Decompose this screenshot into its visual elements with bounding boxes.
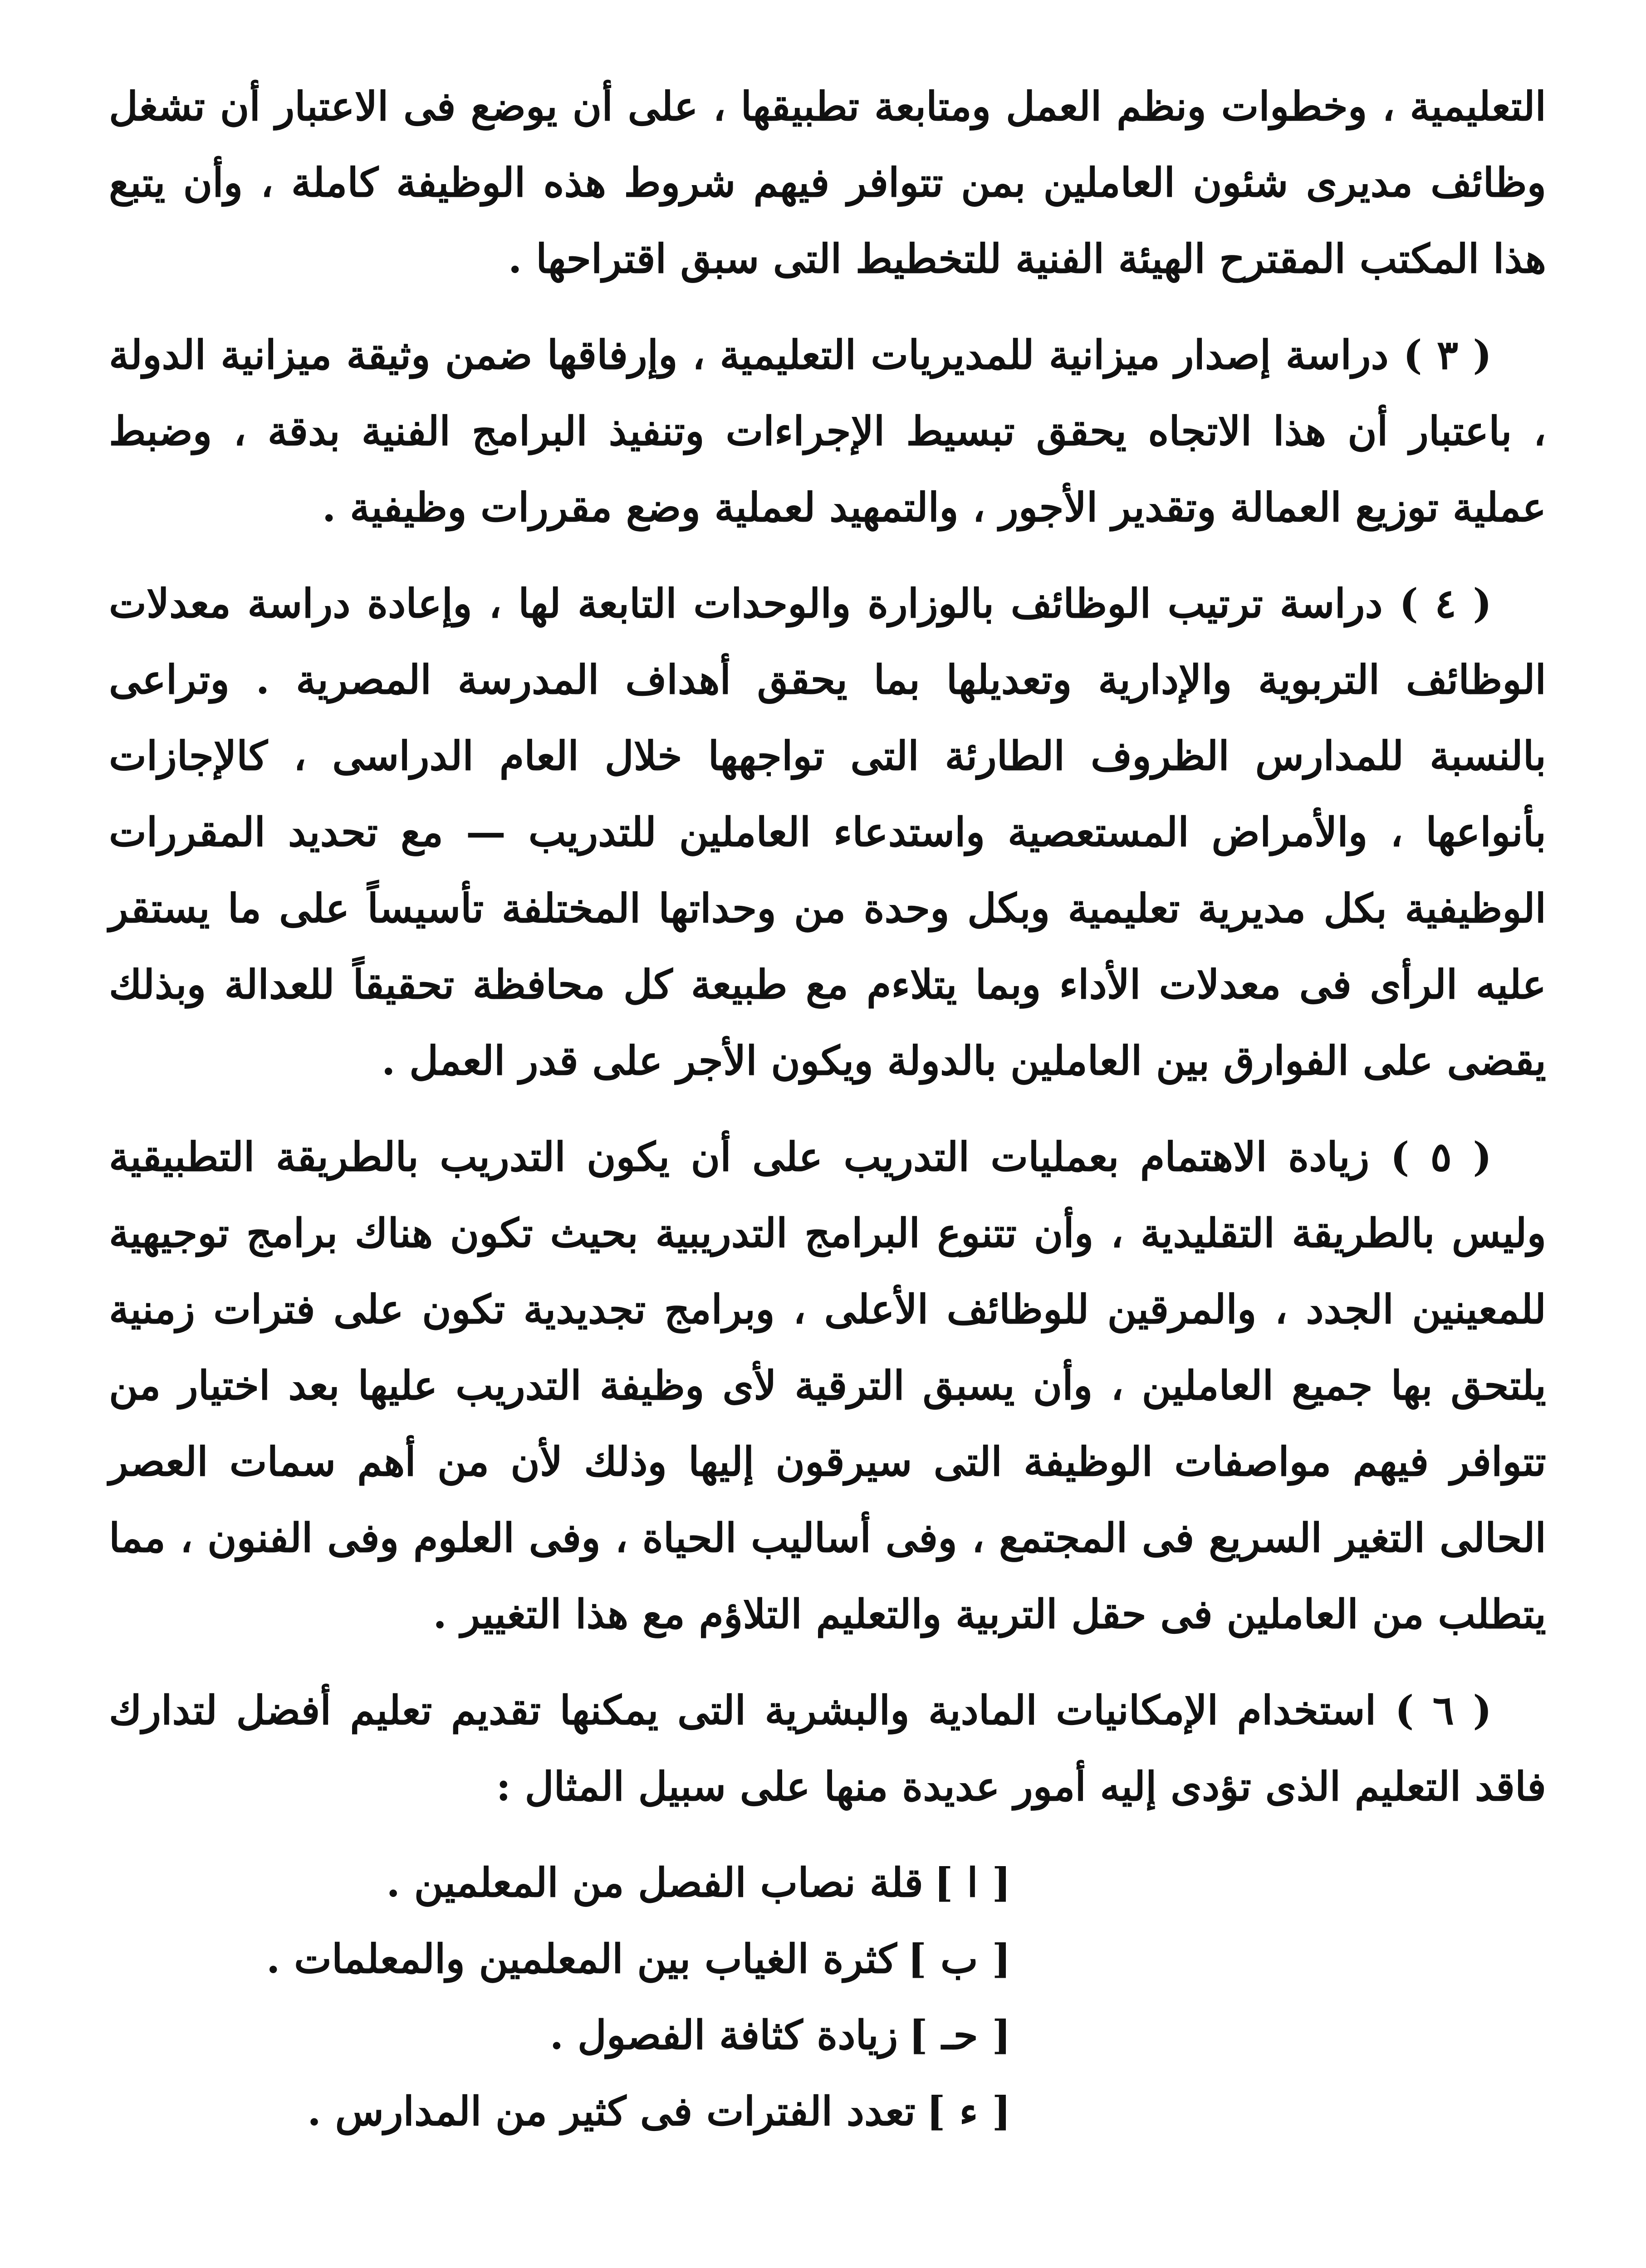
body-text [109, 68, 1546, 2149]
paragraph-item-3: ( ٣ ) دراسة إصدار ميزانية للمديريات التعليمية ، وإرفاقها ضمن وثيقة ميزانية الدولة ، باعتبار أن هذا الاتجاه يحقق تبسيط الإجراءات وتنفيذ البرامج الفنية بدقة ، وضبط عملية توزيع العمالة وتقدير الأجور ، والتمهيد لعملية وضع مقررات وظيفية . [109, 331, 1547, 531]
list-item [109, 2073, 1011, 2149]
list-item-mark: [ ا ] [934, 1859, 1011, 1906]
list-item-text: تعدد الفترات فى كثير من المدارس . [307, 2087, 916, 2135]
list-item [109, 1844, 1011, 1921]
list-item-text: كثرة الغياب بين المعلمين والمعلمات . [266, 1935, 897, 1982]
examples-list [109, 1844, 1546, 2149]
list-item-text: قلة نصاب الفصل من المعلمين . [386, 1859, 923, 1906]
paragraph-item-6: ( ٦ ) استخدام الإمكانيات المادية والبشرية التى يمكنها تقديم تعليم أفضل لتدارك فاقد التعليم الذى تؤدى إليه أمور عديدة منها على سبيل المثال : [109, 1686, 1546, 1810]
list-item-mark: [ ب ] [907, 1935, 1011, 1982]
paragraph-item-5: ( ٥ ) زيادة الاهتمام بعمليات التدريب على أن يكون التدريب بالطريقة التطبيقية وليس بالطريقة التقليدية ، وأن تتنوع البرامج التدريبية بحيث تكون هناك برامج توجيهية للمعينين الجدد ، والمرقين للوظائف الأعلى ، وبرامج تجديدية تكون على فترات زمنية يلتحق بها جميع العاملين ، وأن يسبق الترقية لأى وظيفة التدريب عليها بعد اختيار من تتوافر فيهم مواصفات الوظيفة التى سيرقون إليها وذلك لأن من أهم سمات العصر الحالى التغير السريع فى المجتمع ، وفى أساليب الحياة ، وفى العلوم وفى الفنون ، مما يتطلب من العاملين فى حقل التربية والتعليم التلاؤم مع هذا التغيير . [109, 1133, 1546, 1637]
list-item [109, 1921, 1011, 1997]
list-item-text: زيادة كثافة الفصول . [549, 2011, 898, 2058]
paragraph-continuation: التعليمية ، وخطوات ونظم العمل ومتابعة تطبيقها ، على أن يوضع فى الاعتبار أن تشغل وظائف مديرى شئون العاملين بمن تتوافر فيهم شروط هذه الوظيفة كاملة ، وأن يتبع هذا المكتب المقترح الهيئة الفنية للتخطيط التى سبق اقتراحها . [109, 83, 1546, 282]
list-item-mark: [ ء ] [926, 2087, 1011, 2135]
list-item [109, 1997, 1011, 2073]
paragraph-item-4: ( ٤ ) دراسة ترتيب الوظائف بالوزارة والوحدات التابعة لها ، وإعادة دراسة معدلات الوظائف التربوية والإدارية وتعديلها بما يحقق أهداف المدرسة المصرية . وتراعى بالنسبة للمدارس الظروف الطارئة التى تواجهها خلال العام الدراسى ، كالإجازات بأنواعها ، والأمراض المستعصية واستدعاء العاملين للتدريب — مع تحديد المقررات الوظيفية بكل مديرية تعليمية وبكل وحدة من وحداتها المختلفة تأسيساً على ما يستقر عليه الرأى فى معدلات الأداء وبما يتلاءم مع طبيعة كل محافظة تحقيقاً للعدالة وبذلك يقضى على الفوارق بين العاملين بالدولة ويكون الأجر على قدر العمل . [109, 580, 1547, 1084]
list-item-mark: [ حـ ] [909, 2011, 1011, 2058]
